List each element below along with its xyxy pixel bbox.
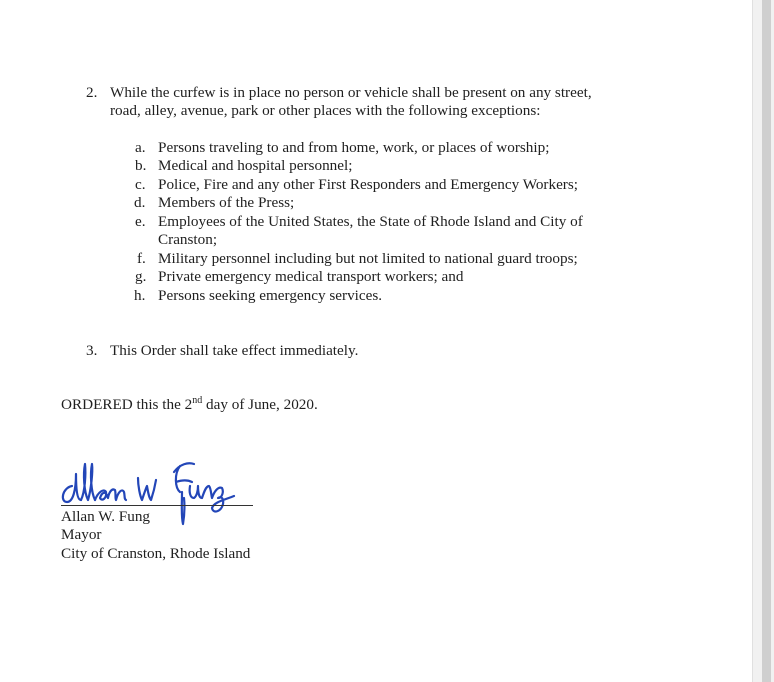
exception-a-text: Persons traveling to and from home, work, or places of worship; [158,139,550,156]
item-2-line-1: While the curfew is in place no person or vehicle shall be present on any street, [110,84,592,101]
signatory-name: Allan W. Fung [61,508,151,525]
exception-g-text: Private emergency medical transport workers; and [158,268,464,285]
item-3-number: 3. [86,342,98,359]
ordered-superscript: nd [192,394,203,406]
scrollbar-thumb[interactable] [762,0,771,682]
exception-e-text-continued: Cranston; [158,231,218,248]
exception-g-letter: g. [135,268,147,285]
signatory-title: Mayor [61,526,102,543]
signature-line [61,505,253,506]
exception-h-letter: h. [134,287,146,304]
exception-c-letter: c. [135,176,146,193]
ordered-suffix: day of June, 2020. [202,396,318,413]
exception-e-letter: e. [135,213,146,230]
exception-f-letter: f. [137,250,146,267]
exception-b-letter: b. [135,157,147,174]
exception-d-text: Members of the Press; [158,194,295,211]
item-2-line-2: road, alley, avenue, park or other places with the following exceptions: [110,102,541,119]
exception-b-text: Medical and hospital personnel; [158,157,353,174]
exception-c-text: Police, Fire and any other First Responders and Emergency Workers; [158,176,578,193]
signatory-office: City of Cranston, Rhode Island [61,545,251,562]
exception-d-letter: d. [134,194,146,211]
ordered-prefix: ORDERED this the 2 [61,396,193,413]
vertical-scrollbar[interactable] [752,0,774,682]
exception-h-text: Persons seeking emergency services. [158,287,383,304]
exception-f-text: Military personnel including but not limited to national guard troops; [158,250,578,267]
exception-e-text: Employees of the United States, the State of Rhode Island and City of [158,213,583,230]
item-3-text: This Order shall take effect immediately. [110,342,359,359]
item-2-number: 2. [86,84,98,101]
ordered-line [61,396,318,414]
exception-a-letter: a. [135,139,146,156]
